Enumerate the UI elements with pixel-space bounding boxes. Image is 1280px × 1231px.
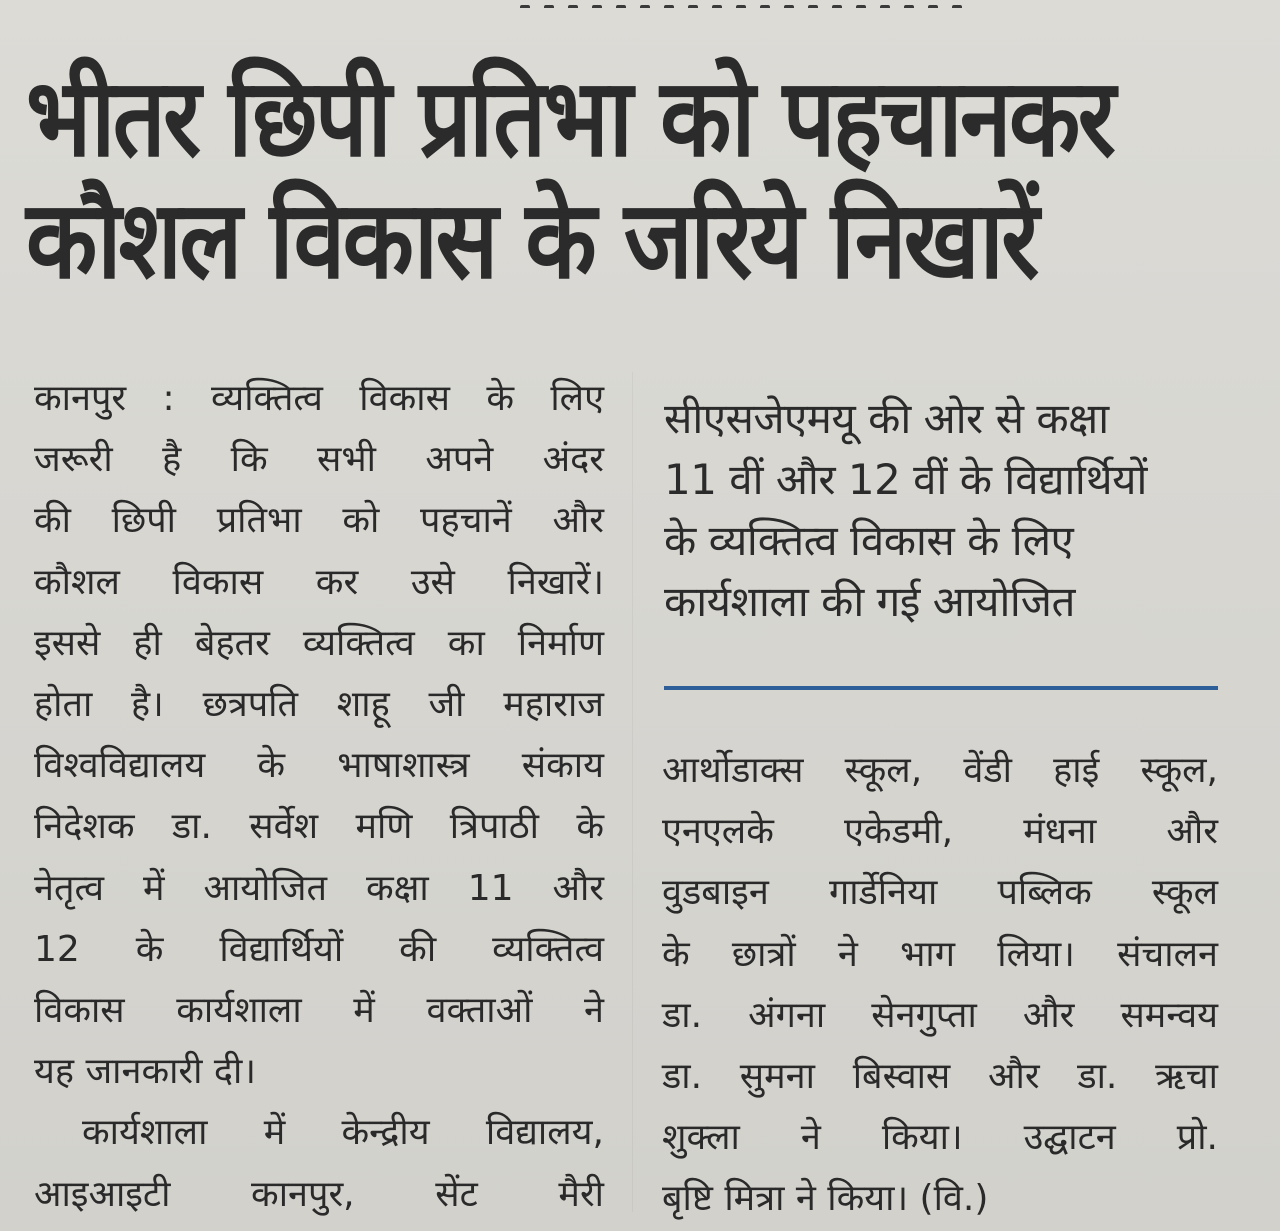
body-left-line: कार्यशाला में केन्द्रीय विद्यालय, (82, 1112, 604, 1154)
body-left-line: 12 के विद्यार्थियों की व्यक्तित्व (34, 928, 604, 970)
body-left-line: इससे ही बेहतर व्यक्तित्व का निर्माण (34, 622, 604, 664)
deck-line: कार्यशाला की गई आयोजित (664, 577, 1075, 626)
body-left-line: कौशल विकास कर उसे निखारें। (34, 561, 604, 603)
headline-line-2: कौशल विकास के जरिये निखारें (26, 178, 1037, 303)
deck-line: सीएसजेएमयू की ओर से कक्षा (664, 394, 1109, 443)
body-left-line: जरूरी है कि सभी अपने अंदर (34, 439, 604, 481)
body-right-line: डा. अंगना सेनगुप्ता और समन्वय (662, 994, 1218, 1036)
body-right-line: एनएलके एकेडमी, मंधना और (662, 811, 1218, 853)
body-right-line: शुक्ला ने किया। उद्घाटन प्रो. (662, 1117, 1218, 1159)
body-left-line: विश्वविद्यालय के भाषाशास्त्र संकाय (34, 745, 604, 787)
article-body-right-column (662, 740, 1218, 1230)
body-left-line: आइआइटी कानपुर, सेंट मैरी (34, 1173, 604, 1215)
headline-line-1: भीतर छिपी प्रतिभा को पहचानकर (26, 56, 1114, 181)
deck-divider-rule (664, 686, 1218, 690)
body-right-line: बृष्टि मित्रा ने किया। (वि.) (662, 1178, 989, 1220)
body-left-line: यह जानकारी दी। (34, 1051, 257, 1093)
body-left-line: निदेशक डा. सर्वेश मणि त्रिपाठी के (34, 806, 604, 848)
body-left-line: नेतृत्व में आयोजित कक्षा 11 और (34, 867, 604, 909)
column-gutter (632, 372, 633, 1212)
deck-line: 11 वीं और 12 वीं के विद्यार्थियों (664, 455, 1147, 504)
body-left-line: की छिपी प्रतिभा को पहचानें और (34, 500, 604, 542)
cropped-text-above (520, 0, 1000, 8)
body-right-line: के छात्रों ने भाग लिया। संचालन (662, 933, 1218, 975)
body-left-line: कानपुर : व्यक्तित्व विकास के लिए (34, 378, 604, 419)
body-left-line: विकास कार्यशाला में वक्ताओं ने (34, 990, 604, 1032)
body-left-line: होता है। छत्रपति शाहू जी महाराज (34, 684, 604, 726)
headline (26, 56, 1114, 303)
article-deck (664, 388, 1224, 632)
article-body-left-column (34, 368, 604, 1225)
body-right-line: वुडबाइन गार्डेनिया पब्लिक स्कूल (662, 872, 1218, 914)
body-right-line: डा. सुमना बिस्वास और डा. ऋचा (662, 1056, 1218, 1098)
deck-line: के व्यक्तित्व विकास के लिए (664, 516, 1074, 565)
body-right-line: आर्थोडाक्स स्कूल, वेंडी हाई स्कूल, (662, 750, 1218, 791)
